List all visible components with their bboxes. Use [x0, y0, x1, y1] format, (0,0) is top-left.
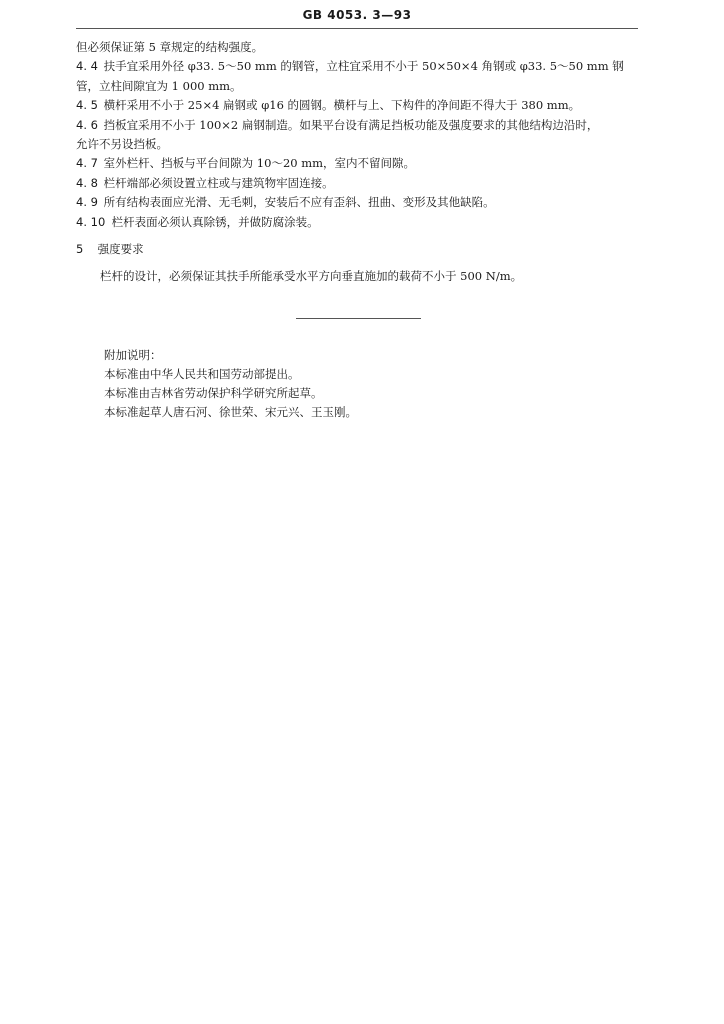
appendix-title: 附加说明： [104, 348, 162, 362]
clause-text: 室外栏杆、挡板与平台间隙为 10～20 mm，室内不留间隙。 [103, 156, 416, 171]
header-divider [76, 28, 638, 29]
clause-text: 栏杆端部必须设置立柱或与建筑物牢固连接。 [103, 175, 334, 190]
clause-number: 4. 9 [76, 195, 98, 210]
end-divider [296, 318, 421, 319]
clause-4-6-continued: 允许不另设挡板。 [76, 137, 168, 152]
clause-4-8 [76, 174, 638, 193]
clause-text: 横杆采用不小于 25×4 扁钢或 φ16 的圆钢。横杆与上、下构件的净间距不得大于 380 mm。 [103, 98, 581, 113]
appendix-notes [104, 346, 624, 422]
clause-4-10 [76, 213, 638, 232]
section-5-heading [76, 240, 638, 259]
section-5-text: 栏杆的设计，必须保证其扶手所能承受水平方向垂直施加的载荷不小于 500 N/m。 [100, 269, 523, 284]
clause-4-9 [76, 193, 638, 212]
clause-text: 栏杆表面必须认真除锈，并做防腐涂装。 [111, 214, 319, 229]
clause-4-5 [76, 96, 638, 115]
clause-4-7 [76, 154, 638, 173]
standard-code-header: GB 4053. 3—93 [302, 8, 412, 22]
clause-4-4 [76, 57, 638, 76]
clause-number: 4. 4 [76, 59, 98, 74]
clause-number: 4. 6 [76, 117, 98, 132]
clause-text: 挡板宜采用不小于 100×2 扁钢制造。如果平台设有满足挡板功能及强度要求的其他结构边沿时， [103, 117, 599, 132]
clause-text: 所有结构表面应光滑、无毛刺，安装后不应有歪斜、扭曲、变形及其他缺陷。 [103, 195, 495, 210]
appendix-line-drafter: 本标准由吉林省劳动保护科学研究所起草。 [104, 386, 323, 400]
clause-text: 扶手宜采用外径 φ33. 5～50 mm 的钢管，立柱宜采用不小于 50×50×4 角钢或 φ33. 5～50 mm 钢 [103, 59, 624, 74]
clause-number: 4. 10 [76, 214, 106, 229]
document-body [76, 38, 638, 287]
clause-4-4-continued: 管，立柱间隙宜为 1 000 mm。 [76, 78, 242, 93]
appendix-line-authors: 本标准起草人唐石河、徐世荣、宋元兴、王玉刚。 [104, 405, 357, 419]
clause-number: 4. 7 [76, 156, 98, 171]
clause-number: 4. 8 [76, 175, 98, 190]
appendix-line-proposer: 本标准由中华人民共和国劳动部提出。 [104, 367, 300, 381]
section-number: 5 [76, 242, 84, 257]
clause-number: 4. 5 [76, 98, 98, 113]
clause-4-6 [76, 116, 638, 135]
section-title: 强度要求 [97, 242, 144, 257]
continuation-text: 但必须保证第 5 章规定的结构强度。 [76, 40, 264, 54]
